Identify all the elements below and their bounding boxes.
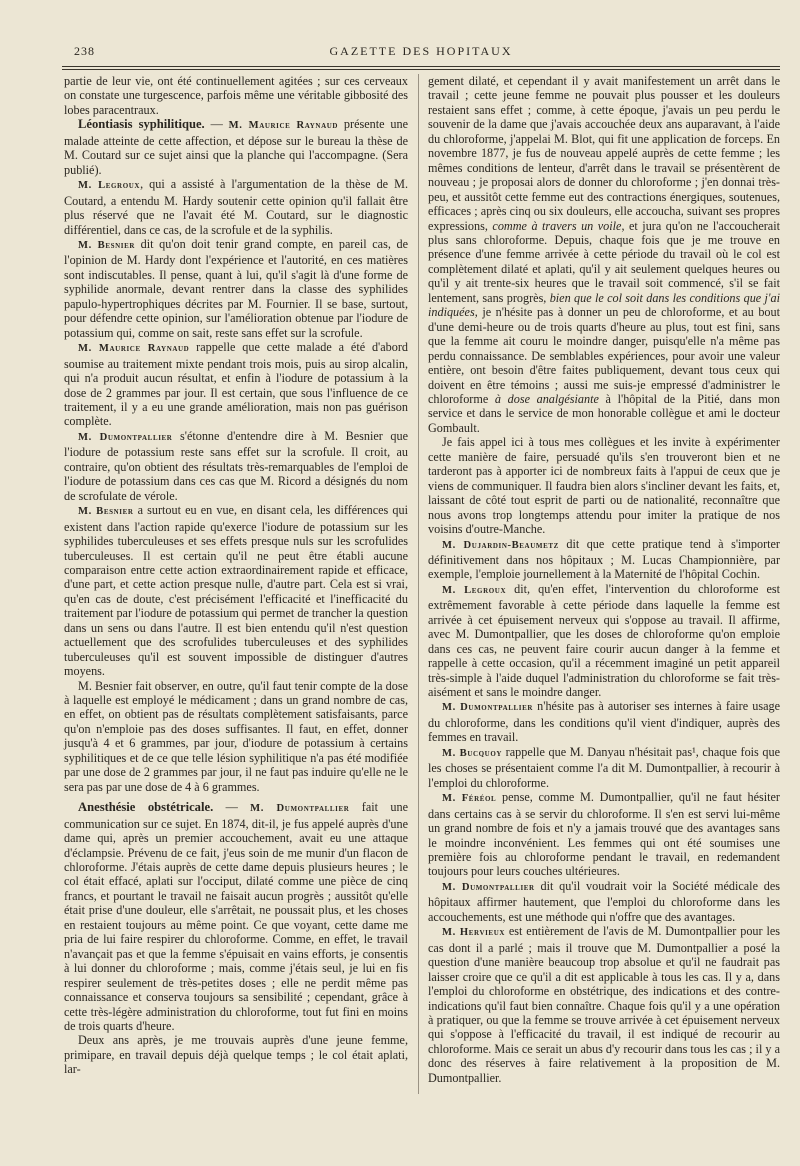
paragraph-text: à l'hôpital de la Pitié, dans mon service et dans le service de mon honorable collègue et ami le docteur Gombault. bbox=[428, 391, 780, 435]
italic-text: à dose analgésiante bbox=[494, 391, 599, 406]
paragraph bbox=[428, 582, 780, 700]
left-column bbox=[64, 74, 408, 1077]
paragraph bbox=[64, 237, 408, 340]
paragraph bbox=[64, 340, 408, 429]
paragraph-text: n'hésite pas à autoriser ses internes à faire usage du chloroforme, dans les conditions qu'il vient d'indiquer, auprès des femmes en travail. bbox=[428, 699, 780, 745]
paragraph bbox=[64, 503, 408, 678]
italic-text: bien que le col soit dans les conditions que j'ai indiquées bbox=[428, 290, 780, 320]
speaker-name: M. Legroux bbox=[78, 180, 141, 192]
speaker-name: M. Dumontpallier bbox=[78, 431, 173, 443]
speaker-name: M. Dumontpallier bbox=[442, 881, 535, 893]
speaker-name: M. Besnier bbox=[78, 506, 134, 518]
paragraph bbox=[428, 745, 780, 790]
paragraph-text: , qui a assisté à l'argumentation de la thèse de M. Coutard, a entendu M. Hardy soutenir cette opinion qu'il fallait être plus réservé que ne l'avait été M. Coutard, sur le diagnostic différentiel, dans ce cas, de la scrofule et de la syphilis. bbox=[64, 177, 408, 237]
paragraph bbox=[428, 790, 780, 879]
section-title: Léontiasis syphilitique. bbox=[78, 117, 205, 132]
paragraph bbox=[64, 177, 408, 237]
intro-paragraph: partie de leur vie, ont été continuellement agitées ; sur ces cerveaux on constate une turgescence, parfois même une véritable gibbosité des lobes paracentraux. bbox=[64, 74, 408, 117]
header-rule bbox=[62, 66, 780, 70]
section-title: Anesthésie obstétricale. bbox=[78, 800, 214, 815]
paragraph-text: dit qu'il voudrait voir la Société médicale des hôpitaux affirmer hautement, que l'emploi du chloroforme dans les accouchements, est une méthode qui n'offre que des avantages. bbox=[428, 878, 780, 924]
speaker-name: M. Bucquoy bbox=[442, 747, 503, 759]
paragraph-text: , je n'hésite pas à donner un peu de chloroforme, et au bout d'une demi-heure ou de trois quarts d'heure au plus, tout est fini, sans que la femme ait couru le moindre danger, puisqu'elle n'a même pas perdu connaissance. De semblables expériences, pour avoir une valeur entière, ont besoin d'être faites publiquement, devant tous ceux qui doivent en être témoins ; aussi me suis-je empressé d'administrer le chloroforme bbox=[428, 305, 780, 406]
paragraph-text: s'étonne d'entendre dire à M. Besnier que l'iodure de potassium reste sans effet sur la scrofule. Il croit, au contraire, qu'on obtient des résultats très-remarquables de l'emploi de l'iodure de potassium dans ces cas que M. Ricord a désignés du nom de scrofulate de vérole. bbox=[64, 428, 408, 503]
italic-text: comme à travers un voile bbox=[492, 218, 622, 233]
paragraph-text: pense, comme M. Dumontpallier, qu'il ne faut hésiter dans certains cas à se servir du chloroforme. Il s'en est servi lui-même un grand nombre de fois et n'y a jamais trouvé que des avantages sans le moindre inconvénient. Les femmes qui ont été soumises une première fois au chloroforme pendant le travail, en redemandent toujours pour leurs couches ultérieures. bbox=[428, 790, 780, 879]
paragraph bbox=[428, 74, 780, 435]
paragraph-text: rappelle que cette malade a été d'abord soumise au traitement mixte pendant trois mois, puis au sirop alcalin, qui n'a produit aucun résultat, et enfin à l'iodure de potassium à la dose de 2 grammes par jour. Il est certain, que sous l'influence de ce traitement, il y a eu une grande amélioration, mais non pas guérison complète. bbox=[64, 340, 409, 429]
speaker-name: M. Dujardin-Beaumetz bbox=[442, 539, 559, 551]
speaker-name: M. Legroux bbox=[442, 584, 507, 596]
paragraph-text: rappelle que M. Danyau n'hésitait pas¹, chaque fois que les choses se présentaient comme l'a dit M. Dumontpallier, à recourir à l'emploi du chloroforme. bbox=[428, 744, 780, 790]
running-title: GAZETTE DES HOPITAUX bbox=[329, 44, 513, 58]
speaker-name: M. Dumontpallier bbox=[442, 702, 534, 714]
paragraph bbox=[64, 117, 408, 177]
paragraph: Je fais appel ici à tous mes collègues et les invite à expérimenter cette manière de faire, persuadé qu'ils s'en trouveront bien et ne tarderont pas à apporter ici de nombreux faits à l'appui de ceux que je viens de communiquer. Il faudra bien alors s'incliner devant les faits, et, laissant de côté tout esprit de parti ou de nationalité, reconnaître que nous avons trop longtemps attendu pour imiter la pratique de nos voisins d'outre-Manche. bbox=[428, 435, 780, 537]
paragraph-text: dit, qu'en effet, l'intervention du chloroforme est extrêmement favorable à cette période dans laquelle la femme est arrivée à cet épuisement nerveux qui s'oppose au travail. Il affirme, avec M. Dumontpallier, que les doses de chloroforme qu'on emploie dans ces cas, ne peuvent faire courir aucun danger à la femme et rappelle à cette occasion, qu'il a récemment imaginé un petit appareil très-simple à l'aide duquel l'administration du chloroforme se fait très-aisément et sans le moindre danger. bbox=[428, 581, 780, 700]
paragraph bbox=[64, 800, 408, 1033]
speaker-name: M. Hervieux bbox=[442, 927, 505, 939]
paragraph-text: gement dilaté, et cependant il y avait manifestement un arrêt dans le travail ; cette jeune femme ne pouvait plus pousser et les douleurs restaient sans effet ; comme, à cette époque, j'avais un peu perdu le souvenir de la dame que j'avais accouchée deux ans auparavant, à l'aide du chloroforme, j'appelai M. Blot, qui fit une application de forceps. En novembre 1877, je fus de nouveau appelé auprès de cette femme ; les mêmes conditions de lenteur, d'arrêt dans le travail se présentèrent de nouveau ; je proposai alors de donner du chloroforme ; j'en donnai très-peu, et aussitôt cette femme eut des contractions énergiques, soutenues, efficaces ; après cinq ou six douleurs, elle accoucha, suivant ses propres expressions, bbox=[428, 74, 780, 233]
paragraph bbox=[64, 429, 408, 503]
speaker-name: M. Maurice Raynaud bbox=[228, 120, 339, 132]
speaker-name: M. Féréol bbox=[442, 793, 497, 805]
paragraph bbox=[428, 924, 780, 1085]
paragraph-text: dit que cette pratique tend à s'importer définitivement dans nos hôpitaux ; M. Lucas Championnière, par exemple, l'emploie journellement à la Maternité de l'hôpital Cochin. bbox=[428, 536, 780, 582]
paragraph-text: est entièrement de l'avis de M. Dumontpallier pour les cas dont il a parlé ; mais il trouve que M. Dumontpallier a posé la question d'une manière beaucoup trop absolue et qu'il ne faudrait pas laisser croire que ce qu'il a dit est applicable à tous les cas. Il y a, dans l'emploi du chloroforme en obstétrique, des indications et des contre-indications qu'il faut bien connaître. Chaque fois qu'il y a une opération à pratiquer, ou que la femme se trouve arrivée à cet épuisement nerveux qui s'oppose à l'efficacité du travail, il est indiqué de recourir au chloroforme. Mais ce serait un abus d'y recourir dans tous les cas ; il y a donc des réserves à faire relativement à la proposition de M. Dumontpallier. bbox=[428, 924, 780, 1085]
dash: — bbox=[204, 117, 229, 132]
right-column bbox=[428, 74, 780, 1085]
dash: — bbox=[213, 800, 251, 815]
paragraph-text: a surtout eu en vue, en disant cela, les différences qui existent dans l'action rapide qu'exerce l'iodure de potassium sur les syphilides tuberculeuses et ses effets presque nuls sur les scrofulides tuberculeuses. Il est certain qu'il ne peut être établi aucune comparaison entre cette action extraordinairement rapide et efficace, d'une part, et cette action presque nulle, d'autre part. Cela est si vrai, qu'en cas de doute, c'est précisément l'efficacité et l'inefficacité du traitement par l'iodure de potassium qui permet de trancher la question dans un sens ou dans l'autre. Il est bien entendu qu'il n'est question actuellement que des scrofulides tuberculeuses et des syphilides tuberculeuses qu'il est souvent impossible de distinguer d'autres moyens. bbox=[64, 503, 409, 679]
paragraph-text: dit qu'on doit tenir grand compte, en pareil cas, de l'opinion de M. Hardy dont l'expérience et l'autorité, en ces matières sont indiscutables. Il pense, quant à lui, qu'il s'agit là d'une forme de syphilide anormale, devant rentrer dans la classe des syphilides papulo-hypertrophiques décrites par M. Fournier. Il se base, surtout, pour défendre cette opinion, sur l'amélioration obtenue par l'iodure de potassium qui, comme on sait, reste sans effet sur la scrofule. bbox=[64, 236, 408, 340]
speaker-name: M. Besnier bbox=[78, 239, 136, 251]
column-divider bbox=[418, 74, 419, 1094]
page-number: 238 bbox=[74, 44, 95, 58]
paragraph bbox=[428, 879, 780, 924]
speaker-name: M. Dumontpallier bbox=[250, 803, 350, 815]
paragraph: M. Besnier fait observer, en outre, qu'il faut tenir compte de la dose à laquelle est employé le médicament ; dans un grand nombre de cas, en effet, on obtient pas de résultats complètement satisfaisants, parce qu'on n'emploie pas des doses suffisantes. Il faut, en effet, donner jusqu'à 4 et 6 grammes, par jour, d'iodure de potassium à certains syphilitiques et de ce que telle lésion syphilitique n'a pas été modifiée par une dose de 2 grammes par jour, il ne faut pas induire qu'elle ne le sera pas par une dose de 4 à 6 grammes. bbox=[64, 678, 408, 794]
paragraph-text: , et jura qu'on ne l'accoucherait plus sans chloroforme. Depuis, chaque fois que je me trouve en présence d'une femme arrivée à cette période du travail où le col est complètement dilaté et aplati, qu'il y ait seulement quelques heures ou qu'il y ait trente-six heures que le travail soit commencé, s'il se fait lentement, sans progrès, bbox=[428, 218, 780, 305]
paragraph bbox=[428, 537, 780, 582]
speaker-name: M. Maurice Raynaud bbox=[78, 343, 190, 355]
paragraph-text: présente une malade atteinte de cette affection, et dépose sur le bureau la thèse de M. Coutard sur ce sujet ainsi que la planche qui l'accompagne. (Sera publié). bbox=[64, 117, 409, 177]
paragraph-text: fait une communication sur ce sujet. En 1874, dit-il, je fus appelé auprès d'une dame qui, après un premier accouchement, avait eu une attaque d'éclampsie. Prévenu de ce fait, j'eus soin de me munir d'un flacon de chloroforme. J'étais auprès de cette dame depuis plusieurs heures ; le col était effacé, aplati sur l'occiput, dilaté comme une pièce de cinq francs, et pourtant le travail ne faisait aucun progrès ; aussitôt qu'elle était prise d'une douleur, elle s'arrêtait, ne poussait plus, et les choses en restaient toujours au même point. Ce que voyant, cette dame me pria de lui faire respirer du chloroforme. Comme, en effet, le travail n'avançait pas et que la femme s'épuisait en vains efforts, je consentis à lui donner du chloroforme ; mais, comme j'étais seul, je lui en fis respirer seulement de très-petites doses ; elle ne perdit même pas connaissance et conserva toujours sa sensibilité ; cependant, grâce à cette très-légère administration du chloroforme, tout fut fini en moins de trois quarts d'heure. bbox=[64, 800, 408, 1033]
paragraph bbox=[428, 699, 780, 744]
page-header bbox=[62, 44, 780, 64]
paragraph: Deux ans après, je me trouvais auprès d'une jeune femme, primipare, en travail depuis déjà quelque temps ; le col était aplati, lar- bbox=[64, 1033, 408, 1077]
